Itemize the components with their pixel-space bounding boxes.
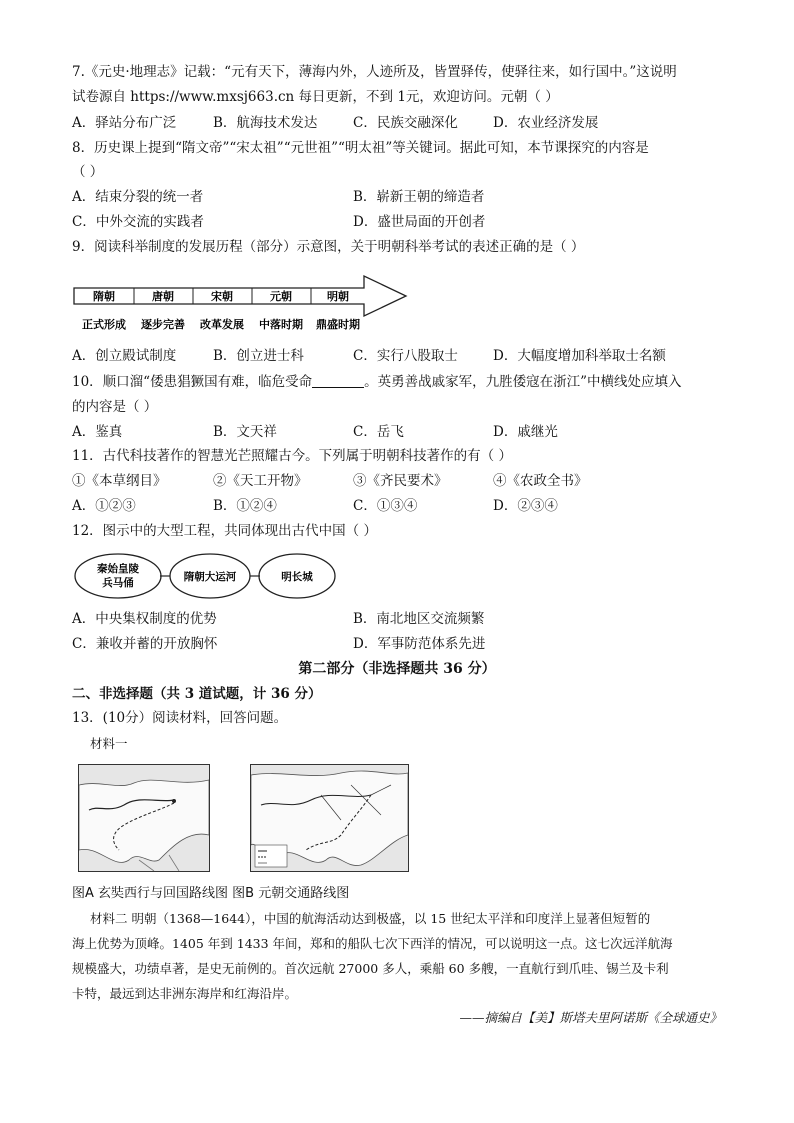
q9-option-b[interactable]: B．创立进士科 xyxy=(213,348,304,364)
material-2-line-4: 卡特，最远到达非洲东海岸和红海沿岸。 xyxy=(72,986,298,1001)
great-projects-diagram xyxy=(72,549,342,605)
map-a-drawing xyxy=(79,765,209,871)
q8-option-d[interactable]: D．盛世局面的开创者 xyxy=(353,214,486,230)
material-1-label: 材料一 xyxy=(90,736,128,751)
q11-item-2: ②《天工开物》 xyxy=(213,473,308,489)
q11-option-b[interactable]: B．①②④ xyxy=(213,498,277,514)
q13-stem: 13．(10分）阅读材料，回答问题。 xyxy=(72,710,288,726)
q11-option-a[interactable]: A．①②③ xyxy=(72,498,136,514)
timeline-stage-4: 中落时期 xyxy=(259,318,303,331)
timeline-stage-1: 正式形成 xyxy=(82,318,126,331)
figure-caption: 图A 玄奘西行与回国路线图 图B 元朝交通路线图 xyxy=(72,886,350,901)
material-2-line-2: 海上优势为顶峰。1405 年到 1433 年间，郑和的船队七次下西洋的情况，可以说明这一点。这七次远洋航海 xyxy=(72,936,673,951)
q11-item-3: ③《齐民要术》 xyxy=(353,473,448,489)
section-heading: 二、非选择题（共 3 道试题，计 36 分） xyxy=(72,686,322,702)
map-b-yuan-routes xyxy=(250,764,409,872)
timeline-dynasty-yuan: 元朝 xyxy=(270,290,292,303)
q12-option-b[interactable]: B．南北地区交流频繁 xyxy=(353,611,485,627)
q7-stem-line1: 7.《元史·地理志》记载：“元有天下，薄海内外，人迹所及，皆置驿传，使驿往来，如行国中。”这说明 xyxy=(72,64,677,80)
diagram-node-mausoleum-line1: 秦始皇陵 xyxy=(97,563,139,575)
q10-option-a[interactable]: A．鉴真 xyxy=(72,424,123,440)
material-2-line-3: 规模盛大，功绩卓著，是史无前例的。首次远航 27000 多人，乘船 60 多艘，一直航行到爪哇、锡兰及卡利 xyxy=(72,961,669,976)
q10-fill-blank xyxy=(312,373,364,388)
q9-option-c[interactable]: C．实行八股取士 xyxy=(353,348,458,364)
diagram-node-great-wall: 明长城 xyxy=(281,571,313,583)
q12-option-d[interactable]: D．军事防范体系先进 xyxy=(353,636,486,652)
q10-stem-part1: 10．顺口溜“倭患猖獗国有难，临危受命 xyxy=(72,374,313,390)
q10-stem-part2: 。英勇善战戚家军，九胜倭寇在浙江”中横线处应填入 xyxy=(364,374,682,390)
q11-option-c[interactable]: C．①③④ xyxy=(353,498,418,514)
timeline-stage-3: 改革发展 xyxy=(200,318,244,331)
q12-option-c[interactable]: C．兼收并蓄的开放胸怀 xyxy=(72,636,218,652)
q10-option-b[interactable]: B．文天祥 xyxy=(213,424,277,440)
q11-option-d[interactable]: D．②③④ xyxy=(493,498,558,514)
timeline-stage-2: 逐步完善 xyxy=(141,318,185,331)
part2-title: 第二部分（非选择题共 36 分） xyxy=(298,661,496,677)
q11-stem-line1: 11．古代科技著作的智慧光芒照耀古今。下列属于明朝科技著作的有（ ） xyxy=(72,448,512,464)
q8-option-c[interactable]: C．中外交流的实践者 xyxy=(72,214,204,230)
timeline-dynasty-song: 宋朝 xyxy=(211,290,233,303)
q10-option-d[interactable]: D．戚继光 xyxy=(493,424,558,440)
q10-stem-line2: 的内容是（ ） xyxy=(72,399,158,415)
q7-option-d[interactable]: D．农业经济发展 xyxy=(493,115,599,131)
q8-stem-line2: （ ） xyxy=(72,164,104,180)
map-b-drawing xyxy=(251,765,408,871)
q8-option-b[interactable]: B．崭新王朝的缔造者 xyxy=(353,189,485,205)
diagram-node-grand-canal: 隋朝大运河 xyxy=(183,571,237,583)
q10-stem-line1 xyxy=(72,372,682,392)
q12-option-a[interactable]: A．中央集权制度的优势 xyxy=(72,611,217,627)
q9-stem-line1: 9．阅读科举制度的发展历程（部分）示意图，关于明朝科举考试的表述正确的是（ ） xyxy=(72,239,585,255)
keju-timeline-diagram xyxy=(72,266,412,338)
material-2-text xyxy=(72,906,728,1006)
q7-option-c[interactable]: C．民族交融深化 xyxy=(353,115,458,131)
q7-option-a[interactable]: A．驿站分布广泛 xyxy=(72,115,177,131)
q8-option-a[interactable]: A．结束分裂的统一者 xyxy=(72,189,204,205)
material-2-line-1: 材料二 明朝（1368—1644），中国的航海活动达到极盛，以 15 世纪太平洋和印度洋上显著但短暂的 xyxy=(90,911,651,926)
q10-option-c[interactable]: C．岳飞 xyxy=(353,424,404,440)
q9-option-d[interactable]: D．大幅度增加科举取士名额 xyxy=(493,348,666,364)
q8-stem-line1: 8．历史课上提到“隋文帝”“宋太祖”“元世祖”“明太祖”等关键词。据此可知，本节课探究的内容是 xyxy=(72,140,649,156)
timeline-dynasty-tang: 唐朝 xyxy=(152,290,174,303)
timeline-stage-5: 鼎盛时期 xyxy=(316,318,360,331)
q11-item-1: ①《本草纲目》 xyxy=(72,473,167,489)
q11-item-4: ④《农政全书》 xyxy=(493,473,588,489)
q7-stem-line2: 试卷源自 https://www.mxsj663.cn 每日更新，不到 1元，欢迎访问。元朝（ ） xyxy=(72,89,559,105)
timeline-dynasty-ming: 明朝 xyxy=(327,290,349,303)
timeline-dynasty-sui: 隋朝 xyxy=(93,290,115,303)
q12-stem-line1: 12．图示中的大型工程，共同体现出古代中国（ ） xyxy=(72,523,377,539)
q9-option-a[interactable]: A．创立殿试制度 xyxy=(72,348,177,364)
material-2-source: ——摘编自【美】斯塔夫里阿诺斯《全球通史》 xyxy=(459,1010,722,1025)
q7-option-b[interactable]: B．航海技术发达 xyxy=(213,115,318,131)
map-a-xuanzang-route xyxy=(78,764,210,872)
diagram-node-mausoleum-line2: 兵马俑 xyxy=(102,577,134,589)
